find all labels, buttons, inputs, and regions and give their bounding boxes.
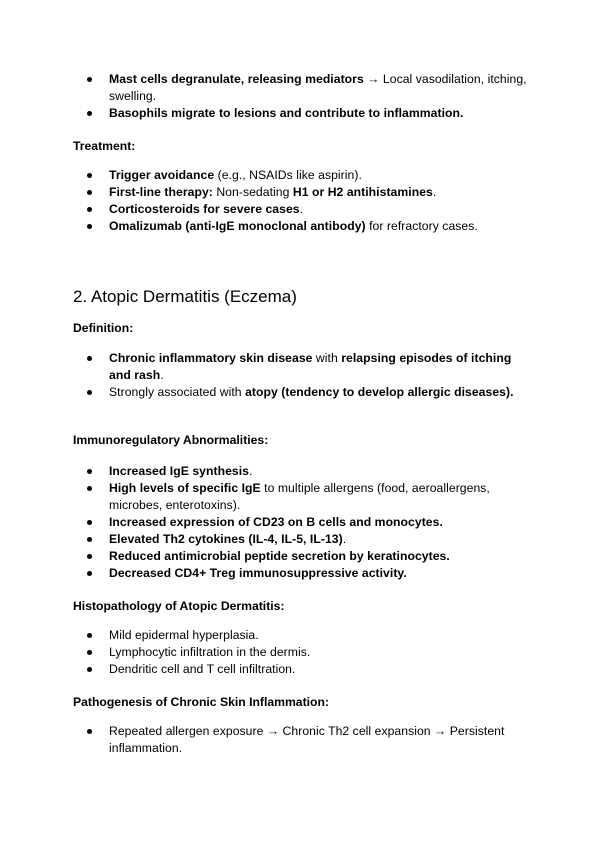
bullet-icon bbox=[87, 729, 92, 734]
list-item: Trigger avoidance (e.g., NSAIDs like aspirin). bbox=[73, 167, 533, 184]
list-item: Reduced antimicrobial peptide secretion by keratinocytes. bbox=[73, 548, 533, 565]
list-item: First-line therapy: Non-sedating H1 or H2 antihistamines. bbox=[73, 184, 533, 201]
bullet-icon bbox=[87, 633, 92, 638]
histo-list bbox=[73, 627, 533, 678]
list-item: Omalizumab (anti-IgE monoclonal antibody) for refractory cases. bbox=[73, 218, 533, 235]
patho-heading: Pathogenesis of Chronic Skin Inflammation: bbox=[73, 695, 329, 709]
bullet-icon bbox=[87, 667, 92, 672]
bullet-icon bbox=[87, 173, 92, 178]
list-item: Corticosteroids for severe cases. bbox=[73, 201, 533, 218]
bullet-icon bbox=[87, 207, 92, 212]
bullet-icon bbox=[87, 537, 92, 542]
bullet-icon bbox=[87, 77, 92, 82]
list-item: Basophils migrate to lesions and contribute to inflammation. bbox=[73, 105, 533, 122]
list-item: Decreased CD4+ Treg immunosuppressive activity. bbox=[73, 565, 533, 582]
bullet-icon bbox=[87, 190, 92, 195]
section-title: 2. Atopic Dermatitis (Eczema) bbox=[73, 287, 297, 306]
definition-list bbox=[73, 350, 533, 401]
list-item: Repeated allergen exposure → Chronic Th2 cell expansion → Persistent inflammation. bbox=[73, 723, 533, 757]
bullet-icon bbox=[87, 520, 92, 525]
list-item: High levels of specific IgE to multiple allergens (food, aeroallergens, microbes, enterotoxins). bbox=[73, 480, 533, 514]
bullet-icon bbox=[87, 224, 92, 229]
bullet-icon bbox=[87, 554, 92, 559]
list-item: Increased IgE synthesis. bbox=[73, 463, 533, 480]
immuno-list bbox=[73, 463, 533, 582]
treatment-heading: Treatment: bbox=[73, 139, 136, 153]
definition-heading: Definition: bbox=[73, 321, 134, 335]
list-item: Mild epidermal hyperplasia. bbox=[73, 627, 533, 644]
bullet-icon bbox=[87, 111, 92, 116]
list-item: Chronic inflammatory skin disease with relapsing episodes of itching and rash. bbox=[73, 350, 533, 384]
bullet-icon bbox=[87, 469, 92, 474]
list-item: Strongly associated with atopy (tendency to develop allergic diseases). bbox=[73, 384, 533, 401]
bullet-icon bbox=[87, 650, 92, 655]
immuno-heading: Immunoregulatory Abnormalities: bbox=[73, 433, 269, 447]
bullet-icon bbox=[87, 356, 92, 361]
mast-cell-list bbox=[73, 71, 533, 122]
bullet-icon bbox=[87, 390, 92, 395]
treatment-list bbox=[73, 167, 533, 235]
list-item: Lymphocytic infiltration in the dermis. bbox=[73, 644, 533, 661]
bullet-icon bbox=[87, 486, 92, 491]
histo-heading: Histopathology of Atopic Dermatitis: bbox=[73, 599, 285, 613]
list-item: Mast cells degranulate, releasing mediators → Local vasodilation, itching, swelling. bbox=[73, 71, 533, 105]
list-item: Elevated Th2 cytokines (IL-4, IL-5, IL-13). bbox=[73, 531, 533, 548]
patho-list bbox=[73, 723, 533, 757]
bullet-icon bbox=[87, 571, 92, 576]
list-item: Dendritic cell and T cell infiltration. bbox=[73, 661, 533, 678]
list-item: Increased expression of CD23 on B cells and monocytes. bbox=[73, 514, 533, 531]
